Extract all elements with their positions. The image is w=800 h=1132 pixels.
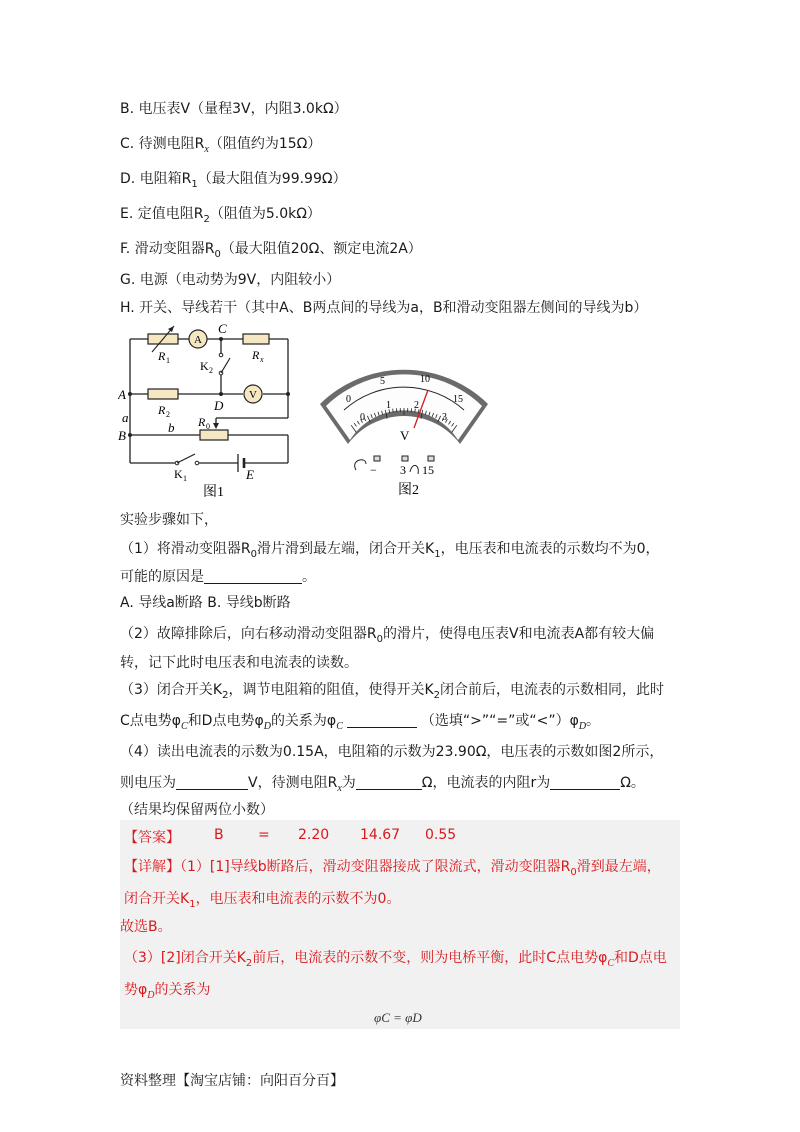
label-k2: K [200,359,209,373]
svg-text:3: 3 [442,412,447,423]
step1-line2: 可能的原因是 。 [120,569,316,585]
step1-blank [204,569,302,584]
dial-tick [393,409,394,413]
step4-blank-rx [356,775,422,790]
label-r2: R [158,403,166,417]
item-e: E. 定值电阻$R_2$（阻值为5.0kΩ） [120,206,321,225]
svg-text:2: 2 [166,410,170,419]
terminal-15: 15 [422,463,434,477]
item-d: D. 电阻箱$R_1$（最大阻值为99.99Ω） [120,171,347,190]
item-h: H. 开关、导线若干（其中A、B两点间的导线为a，B和滑动变阻器左侧间的导线为b） [120,300,648,316]
step4-line2: 则电压为 V，待测电阻$R_x$为 Ω，电流表的内阻r为 Ω。 [120,775,645,794]
svg-text:0: 0 [360,412,365,423]
svg-text:0: 0 [346,394,351,405]
label-d: D [214,398,224,413]
answer-value-3: 2.20 [298,827,330,843]
answer-label: 【答案】 [124,830,180,846]
step1-options: A. 导线a断路 B. 导线b断路 [120,595,291,611]
equation: φC = φD [374,1010,422,1025]
resistor-r0 [200,430,228,440]
detail-line4: （3）[2]闭合开关$K_2$前后，电流表的示数不变，则为电桥平衡，此时C点电势$\varphi_C$和D点电 [124,950,667,969]
svg-text:1: 1 [183,474,187,483]
label-e: E [246,467,254,482]
step1-line1: （1）将滑动变阻器$R_0$滑片滑到最左端，闭合开关$K_1$，电压表和电流表的示数均不为0， [120,541,660,560]
label-wire-b: b [168,420,175,435]
step4-blank-voltage [176,775,248,790]
step4-line1: （4）读出电流表的示数为0.15A，电阻箱的示数为23.90Ω，电压表的示数如图2所示， [120,744,664,760]
detail-line3: 故选B。 [120,919,172,935]
label-k1: K [174,467,183,481]
answer-value-1: B [214,827,224,843]
step3-line1: （3）闭合开关$K_2$，调节电阻箱的阻值，使得开关$K_2$闭合前后，电流表的示数相同，此时 [120,682,665,701]
detail-line2: 闭合开关$K_1$，电压表和电流表的示数不为0。 [124,891,401,910]
step2-line2: 转，记下此时电压表和电流表的读数。 [120,655,358,671]
resistor-r2 [148,389,178,399]
step3-blank [347,713,417,728]
svg-text:15: 15 [453,394,463,405]
item-c: C. 待测电阻$R_x$（阻值约为15Ω） [120,136,322,155]
steps-intro: 实验步骤如下， [120,512,218,528]
answer-value-5: 0.55 [425,827,457,843]
footer-note: 资料整理【淘宝店铺：向阳百分百】 [120,1073,344,1089]
svg-text:0: 0 [206,422,210,431]
detail-line1: 【详解】（1）[1]导线b断路后，滑动变阻器接成了限流式，滑动变阻器$R_0$滑到最左端， [124,859,661,878]
dial-unit: V [400,428,410,443]
ammeter-label: A [194,334,202,346]
svg-text:10: 10 [420,374,430,385]
svg-text:1: 1 [166,356,170,365]
figure2-caption: 图2 [398,483,419,498]
step4-blank-r [550,775,620,790]
terminal-3: 3 [400,463,406,477]
figure1-caption: 图1 [203,485,224,500]
answer-value-4: 14.67 [360,827,401,843]
step4-note: （结果均保留两位小数） [120,802,274,818]
label-wire-a: a [122,410,129,425]
label-r1: R [158,349,166,363]
voltmeter-label: V [249,389,257,401]
answer-value-2: = [258,827,270,843]
svg-text:5: 5 [380,376,385,387]
item-g: G. 电源（电动势为9V，内阻较小） [120,272,341,288]
label-c: C [218,322,227,336]
svg-text:x: x [260,355,264,364]
item-f: F. 滑动变阻器$R_0$（最大阻值20Ω、额定电流2A） [120,241,422,260]
terminal-minus: − [370,463,377,477]
label-point-b: B [118,428,126,443]
label-rx: R [252,348,260,362]
item-b: B. 电压表V（量程3V，内阻3.0kΩ） [120,101,348,117]
svg-text:2: 2 [414,400,419,411]
voltmeter-dial [318,352,490,500]
step2-line1: （2）故障排除后，向右移动滑动变阻器$R_0$的滑片，使得电压表V和电流表A都有较大偏 [120,626,655,645]
svg-text:2: 2 [209,366,213,375]
label-point-a: A [118,387,126,402]
svg-text:1: 1 [386,400,391,411]
detail-line5: 势$\varphi_D$的关系为 [124,982,211,1001]
resistor-rx [243,334,269,344]
step3-line2: C点电势$\varphi_C$和D点电势$\varphi_D$的关系为$\varphi_C$ （选填“>”“=”或“$<”)\varphi_D$。 [120,713,601,732]
label-r0: R [198,415,206,429]
circuit-diagram [118,322,298,500]
